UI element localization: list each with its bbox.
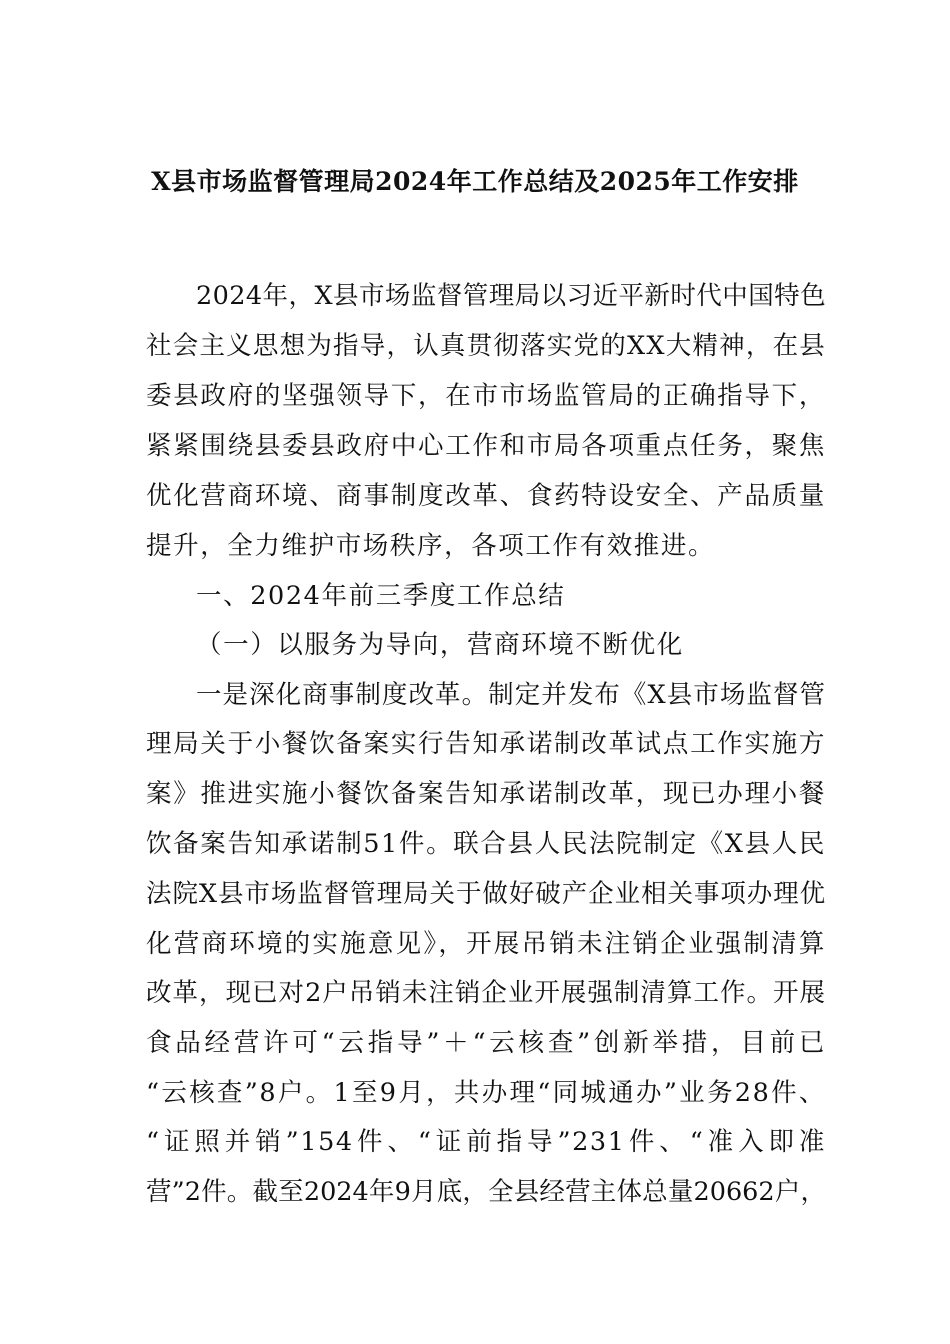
paragraph-line: 案》推进实施小餐饮备案告知承诺制改革，现已办理小餐 [146, 779, 826, 809]
paragraph-line: 优化营商环境、商事制度改革、食药特设安全、产品质量 [146, 481, 826, 511]
paragraph-line: 食品经营许可“云指导”＋“云核查”创新举措，目前已 [146, 1028, 826, 1058]
paragraph-line: 改革，现已对2户吊销未注销企业开展强制清算工作。开展 [146, 978, 826, 1008]
section-heading: 一、2024年前三季度工作总结 [196, 581, 566, 611]
paragraph-line: 营”2件。截至2024年9月底，全县经营主体总量20662户， [146, 1177, 826, 1207]
paragraph-line: 饮备案告知承诺制51件。联合县人民法院制定《X县人民 [146, 829, 826, 859]
paragraph-line: “证照并销”154件、“证前指导”231件、“准入即准 [146, 1127, 826, 1157]
subsection-heading: （一）以服务为导向，营商环境不断优化 [196, 630, 684, 660]
paragraph-line: 紧紧围绕县委县政府中心工作和市局各项重点任务，聚焦 [146, 431, 826, 461]
paragraph-line: 化营商环境的实施意见》，开展吊销未注销企业强制清算 [146, 929, 826, 959]
paragraph-line: 理局关于小餐饮备案实行告知承诺制改革试点工作实施方 [146, 729, 826, 759]
paragraph-line: “云核查”8户。1至9月，共办理“同城通办”业务28件、 [146, 1078, 826, 1108]
document-title: X县市场监督管理局2024年工作总结及2025年工作安排 [151, 167, 799, 196]
paragraph-line: 法院X县市场监督管理局关于做好破产企业相关事项办理优 [146, 879, 826, 909]
paragraph-line: 一是深化商事制度改革。制定并发布《X县市场监督管 [196, 680, 826, 710]
paragraph-line: 提升，全力维护市场秩序，各项工作有效推进。 [146, 531, 716, 561]
paragraph-line: 社会主义思想为指导，认真贯彻落实党的XX大精神，在县 [146, 331, 826, 361]
paragraph-line: 委县政府的坚强领导下，在市市场监管局的正确指导下， [146, 381, 826, 411]
paragraph-line: 2024年，X县市场监督管理局以习近平新时代中国特色 [196, 281, 826, 311]
